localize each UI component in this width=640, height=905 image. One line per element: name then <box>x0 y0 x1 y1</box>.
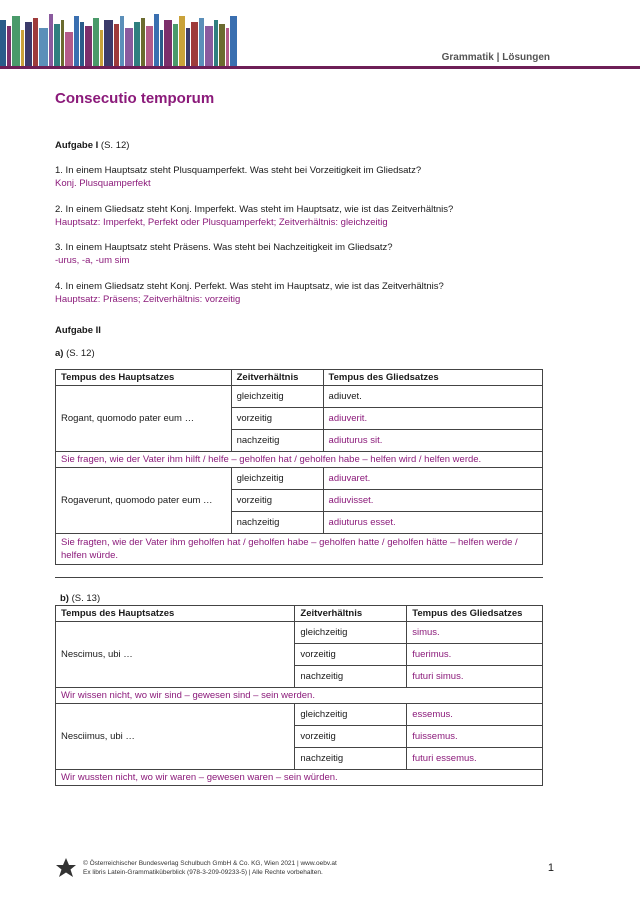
translation-row <box>56 688 543 704</box>
part-a-label: a) (S. 12) <box>55 348 95 359</box>
book-spine <box>179 16 185 66</box>
book-spine <box>146 26 153 66</box>
header-label: Grammatik | Lösungen <box>441 52 550 63</box>
column-header: Tempus des Gliedsatzes <box>407 606 543 622</box>
header-books-illustration <box>0 0 322 68</box>
relation-cell: nachzeitig <box>295 666 407 688</box>
book-spine <box>7 26 11 66</box>
relation-cell: vorzeitig <box>231 490 323 512</box>
book-spine <box>49 14 53 66</box>
column-header: Zeitverhältnis <box>231 370 323 386</box>
relation-cell: vorzeitig <box>295 726 407 748</box>
book-spine <box>219 24 225 66</box>
relation-cell: nachzeitig <box>231 430 323 452</box>
book-spine <box>160 30 163 66</box>
sub-clause-cell: fuissemus. <box>407 726 543 748</box>
book-spine <box>33 18 38 66</box>
header-rule <box>0 66 640 69</box>
section-divider <box>55 577 543 578</box>
table-header-row <box>56 370 543 386</box>
book-spine <box>74 16 79 66</box>
footer-rights: Ex libris Latein-Grammatiküberblick (978-3-209-09233-5) | Alle Rechte vorbehalten. <box>83 869 323 876</box>
translation-row <box>56 534 543 565</box>
book-spine <box>80 22 84 66</box>
main-clause-cell: Rogant, quomodo pater eum … <box>56 386 232 452</box>
aufgabe1-heading: Aufgabe I (S. 12) <box>55 140 130 151</box>
main-clause-cell: Rogaverunt, quomodo pater eum … <box>56 468 232 534</box>
page-title: Consecutio temporum <box>55 90 215 107</box>
main-clause-cell: Nesciimus, ubi … <box>56 704 295 770</box>
column-header: Tempus des Hauptsatzes <box>56 370 232 386</box>
table-row <box>56 468 543 490</box>
aufgabe1-item-3: 3. In einem Hauptsatz steht Präsens. Was steht bei Nachzeitigkeit im Gliedsatz? -urus, -a, -um sim <box>55 242 393 266</box>
table-row <box>56 622 543 644</box>
translation-row <box>56 452 543 468</box>
table-a <box>55 369 543 565</box>
translation-row <box>56 770 543 786</box>
sub-clause-cell: futuri simus. <box>407 666 543 688</box>
table-b <box>55 605 543 786</box>
part-b-label: b) (S. 13) <box>60 593 101 604</box>
book-spine <box>54 24 60 66</box>
book-spine <box>93 18 99 66</box>
relation-cell: gleichzeitig <box>231 386 323 408</box>
book-spine <box>205 26 213 66</box>
footer-copyright: © Österreichischer Bundesverlag Schulbuch GmbH & Co. KG, Wien 2021 | www.oebv.at <box>83 860 337 867</box>
table-header-row <box>56 606 543 622</box>
book-spine <box>0 20 6 66</box>
book-spine <box>125 28 133 66</box>
sub-clause-cell: adiuturus esset. <box>323 512 542 534</box>
book-spine <box>226 28 229 66</box>
table-row <box>56 704 543 726</box>
book-spine <box>61 20 64 66</box>
relation-cell: gleichzeitig <box>231 468 323 490</box>
book-spine <box>104 20 113 66</box>
relation-cell: vorzeitig <box>231 408 323 430</box>
book-spine <box>39 28 48 66</box>
translation-cell: Wir wissen nicht, wo wir sind – gewesen sind – sein werden. <box>56 688 543 704</box>
book-spine <box>154 14 159 66</box>
book-spine <box>134 22 140 66</box>
book-spine <box>186 28 190 66</box>
translation-cell: Sie fragten, wie der Vater ihm geholfen hat / geholfen habe – geholfen hatte / geholfen hätte – helfen werde / helfen würde. <box>56 534 543 565</box>
relation-cell: gleichzeitig <box>295 622 407 644</box>
translation-cell: Sie fragen, wie der Vater ihm hilft / helfe – geholfen hat / geholfen habe – helfen wird / helfen werde. <box>56 452 543 468</box>
book-spine <box>100 30 103 66</box>
publisher-logo-icon <box>55 857 77 879</box>
table-row <box>56 386 543 408</box>
sub-clause-cell: adiuvet. <box>323 386 542 408</box>
sub-clause-cell: simus. <box>407 622 543 644</box>
column-header: Zeitverhältnis <box>295 606 407 622</box>
book-spine <box>12 16 20 66</box>
book-spine <box>65 32 73 66</box>
footer <box>55 857 337 879</box>
column-header: Tempus des Hauptsatzes <box>56 606 295 622</box>
sub-clause-cell: fuerimus. <box>407 644 543 666</box>
book-spine <box>114 24 119 66</box>
relation-cell: nachzeitig <box>295 748 407 770</box>
sub-clause-cell: adiuvisset. <box>323 490 542 512</box>
book-spine <box>199 18 204 66</box>
aufgabe1-item-4: 4. In einem Gliedsatz steht Konj. Perfekt. Was steht im Hauptsatz, wie ist das Zeitverhältnis? Hauptsatz: Präsens; Zeitverhältnis: vorzeitig <box>55 281 444 305</box>
translation-cell: Wir wussten nicht, wo wir waren – gewesen waren – sein würden. <box>56 770 543 786</box>
sub-clause-cell: essemus. <box>407 704 543 726</box>
aufgabe1-item-1: 1. In einem Hauptsatz steht Plusquamperfekt. Was steht bei Vorzeitigkeit im Gliedsatz? Konj. Plusquamperfekt <box>55 165 422 189</box>
book-spine <box>230 16 237 66</box>
sub-clause-cell: futuri essemus. <box>407 748 543 770</box>
sub-clause-cell: adiuturus sit. <box>323 430 542 452</box>
relation-cell: nachzeitig <box>231 512 323 534</box>
book-spine <box>173 24 178 66</box>
aufgabe1-item-2: 2. In einem Gliedsatz steht Konj. Imperfekt. Was steht im Hauptsatz, wie ist das Zeitverhältnis? Hauptsatz: Imperfekt, Perfekt oder Plusquamperfekt; Zeitverhältnis: gleichzeitig <box>55 204 454 228</box>
sub-clause-cell: adiuvaret. <box>323 468 542 490</box>
book-spine <box>21 30 24 66</box>
book-spine <box>214 20 218 66</box>
main-clause-cell: Nescimus, ubi … <box>56 622 295 688</box>
book-spine <box>25 22 32 66</box>
book-spine <box>85 26 92 66</box>
page-number: 1 <box>547 862 554 874</box>
relation-cell: gleichzeitig <box>295 704 407 726</box>
book-spine <box>141 18 145 66</box>
column-header: Tempus des Gliedsatzes <box>323 370 542 386</box>
book-spine <box>191 22 198 66</box>
aufgabe2-heading: Aufgabe II <box>55 325 101 336</box>
book-spine <box>164 20 172 66</box>
sub-clause-cell: adiuverit. <box>323 408 542 430</box>
book-spine <box>120 16 124 66</box>
relation-cell: vorzeitig <box>295 644 407 666</box>
